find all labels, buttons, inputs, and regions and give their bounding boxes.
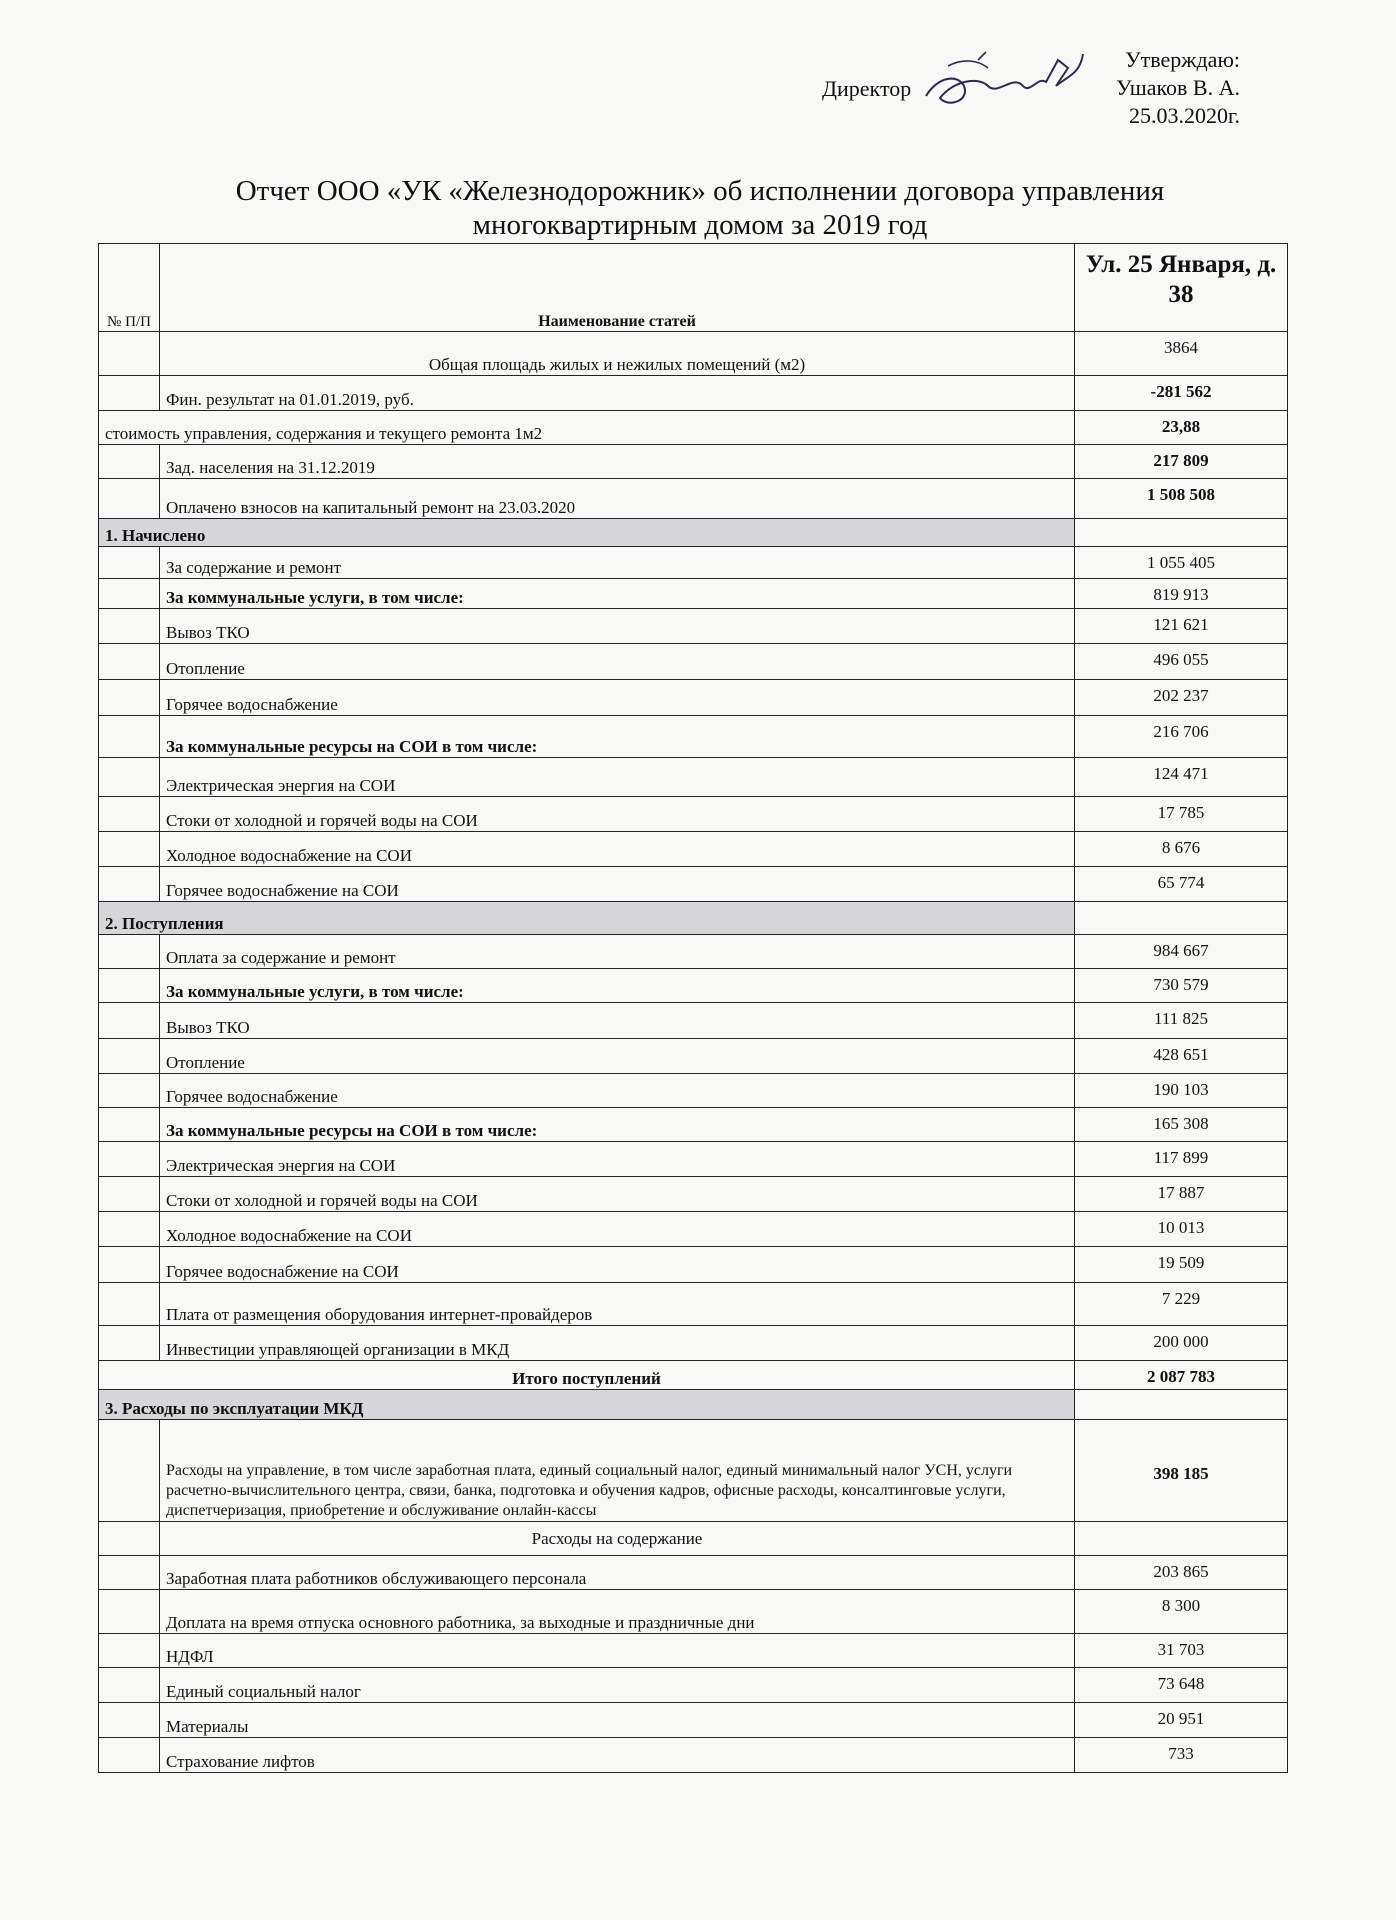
- director-label: Директор: [822, 76, 912, 101]
- row-value: 117 899: [1075, 1142, 1288, 1177]
- row-label: Страхование лифтов: [160, 1738, 1075, 1773]
- row-value: [1075, 1522, 1288, 1556]
- row-label: Стоки от холодной и горячей воды на СОИ: [160, 1177, 1075, 1212]
- row-number-cell: [99, 867, 160, 902]
- table-row: [99, 1361, 1288, 1390]
- table-row: [99, 1326, 1288, 1361]
- row-number-cell: [99, 1590, 160, 1634]
- row-number-cell: [99, 680, 160, 716]
- table-row: [99, 797, 1288, 832]
- approve-date: 25.03.2020г.: [1128, 103, 1240, 128]
- row-label: Общая площадь жилых и нежилых помещений (м2): [160, 332, 1075, 376]
- table-row: [99, 1738, 1288, 1773]
- row-label: Плата от размещения оборудования интернет-провайдеров: [160, 1283, 1075, 1326]
- row-number-cell: [99, 1247, 160, 1283]
- row-label: Расходы на управление, в том числе заработная плата, единый социальный налог, единый минимальный налог УСН, услуги расчетно-вычислительного центра, связи, банка, подготовка и обучения кадров, офисные расходы, консалтинговые услуги, диспетчеризация, приобретение и обслуживание онлайн-кассы: [160, 1420, 1075, 1522]
- table-row: [99, 1420, 1288, 1522]
- row-value: 7 229: [1075, 1283, 1288, 1326]
- table-body: [99, 332, 1288, 1773]
- row-number-cell: [99, 1326, 160, 1361]
- table-row: [99, 609, 1288, 644]
- title-line-2: многоквартирным домом за 2019 год: [472, 209, 928, 241]
- approval-block: [1116, 46, 1240, 130]
- row-number-cell: [99, 547, 160, 579]
- row-label: Холодное водоснабжение на СОИ: [160, 1212, 1075, 1247]
- row-number-cell: [99, 1420, 160, 1522]
- table-row: [99, 832, 1288, 867]
- row-value: 1 508 508: [1075, 479, 1288, 519]
- row-value: -281 562: [1075, 376, 1288, 411]
- row-label: 3. Расходы по эксплуатации МКД: [99, 1390, 1075, 1420]
- row-value: 730 579: [1075, 969, 1288, 1003]
- row-value: 8 676: [1075, 832, 1288, 867]
- row-label: НДФЛ: [160, 1634, 1075, 1668]
- row-number-cell: [99, 1703, 160, 1738]
- row-number-cell: [99, 1039, 160, 1074]
- row-label: За содержание и ремонт: [160, 547, 1075, 579]
- row-value: 65 774: [1075, 867, 1288, 902]
- row-label: За коммунальные услуги, в том числе:: [160, 969, 1075, 1003]
- row-number-cell: [99, 1074, 160, 1108]
- row-value: 17 785: [1075, 797, 1288, 832]
- table-row: [99, 411, 1288, 445]
- row-number-cell: [99, 479, 160, 519]
- row-number-cell: [99, 1142, 160, 1177]
- row-value: 31 703: [1075, 1634, 1288, 1668]
- row-number-cell: [99, 935, 160, 969]
- row-value: 217 809: [1075, 445, 1288, 479]
- page-title: [80, 174, 1320, 242]
- row-label: За коммунальные услуги, в том числе:: [160, 579, 1075, 609]
- row-value: 1 055 405: [1075, 547, 1288, 579]
- row-label: Электрическая энергия на СОИ: [160, 758, 1075, 797]
- row-value: 733: [1075, 1738, 1288, 1773]
- row-label: Фин. результат на 01.01.2019, руб.: [160, 376, 1075, 411]
- table-row: [99, 1634, 1288, 1668]
- row-label: 1. Начислено: [99, 519, 1075, 547]
- row-value: 428 651: [1075, 1039, 1288, 1074]
- row-number-cell: [99, 579, 160, 609]
- row-label: Оплата за содержание и ремонт: [160, 935, 1075, 969]
- table-row: [99, 1212, 1288, 1247]
- table-header-row: [99, 244, 1288, 332]
- table-row: [99, 1074, 1288, 1108]
- signature-icon: [918, 46, 1088, 126]
- row-value: 819 913: [1075, 579, 1288, 609]
- section-row: [99, 1390, 1288, 1420]
- row-number-cell: [99, 376, 160, 411]
- row-label: стоимость управления, содержания и текущего ремонта 1м2: [99, 411, 1075, 445]
- report-table: [98, 243, 1288, 1773]
- row-label: Доплата на время отпуска основного работника, за выходные и праздничные дни: [160, 1590, 1075, 1634]
- table-row: [99, 376, 1288, 411]
- row-label: 2. Поступления: [99, 902, 1075, 935]
- row-value: [1075, 519, 1288, 547]
- table-row: [99, 644, 1288, 680]
- row-number-cell: [99, 1212, 160, 1247]
- section-row: [99, 519, 1288, 547]
- row-number-cell: [99, 1668, 160, 1703]
- row-value: 190 103: [1075, 1074, 1288, 1108]
- column-header-name: Наименование статей: [160, 244, 1075, 332]
- row-label: Горячее водоснабжение на СОИ: [160, 867, 1075, 902]
- row-number-cell: [99, 445, 160, 479]
- row-number-cell: [99, 716, 160, 758]
- row-number-cell: [99, 609, 160, 644]
- row-label: Вывоз ТКО: [160, 1003, 1075, 1039]
- table-row: [99, 1522, 1288, 1556]
- row-value: [1075, 1390, 1288, 1420]
- row-number-cell: [99, 1634, 160, 1668]
- row-label: Зад. населения на 31.12.2019: [160, 445, 1075, 479]
- row-label: Электрическая энергия на СОИ: [160, 1142, 1075, 1177]
- table-row: [99, 1003, 1288, 1039]
- row-value: 984 667: [1075, 935, 1288, 969]
- row-number-cell: [99, 969, 160, 1003]
- row-number-cell: [99, 1738, 160, 1773]
- table-row: [99, 479, 1288, 519]
- table-row: [99, 1668, 1288, 1703]
- row-label: Расходы на содержание: [160, 1522, 1075, 1556]
- table-row: [99, 1703, 1288, 1738]
- table-row: [99, 1142, 1288, 1177]
- row-label: Горячее водоснабжение: [160, 1074, 1075, 1108]
- row-label: Итого поступлений: [99, 1361, 1075, 1390]
- row-value: 3864: [1075, 332, 1288, 376]
- table-row: [99, 547, 1288, 579]
- row-label: Оплачено взносов на капитальный ремонт на 23.03.2020: [160, 479, 1075, 519]
- section-row: [99, 902, 1288, 935]
- row-label: Единый социальный налог: [160, 1668, 1075, 1703]
- table-row: [99, 579, 1288, 609]
- table-row: [99, 1556, 1288, 1590]
- row-value: 200 000: [1075, 1326, 1288, 1361]
- row-number-cell: [99, 332, 160, 376]
- row-label: Отопление: [160, 644, 1075, 680]
- table-row: [99, 1177, 1288, 1212]
- row-value: 202 237: [1075, 680, 1288, 716]
- row-value: 121 621: [1075, 609, 1288, 644]
- row-value: 2 087 783: [1075, 1361, 1288, 1390]
- row-value: 216 706: [1075, 716, 1288, 758]
- table-row: [99, 867, 1288, 902]
- row-value: 20 951: [1075, 1703, 1288, 1738]
- table-row: [99, 1283, 1288, 1326]
- table-row: [99, 969, 1288, 1003]
- row-label: Заработная плата работников обслуживающего персонала: [160, 1556, 1075, 1590]
- row-number-cell: [99, 1108, 160, 1142]
- row-value: 124 471: [1075, 758, 1288, 797]
- row-label: Горячее водоснабжение: [160, 680, 1075, 716]
- row-value: [1075, 902, 1288, 935]
- row-value: 10 013: [1075, 1212, 1288, 1247]
- table-row: [99, 1108, 1288, 1142]
- table-row: [99, 935, 1288, 969]
- row-number-cell: [99, 1177, 160, 1212]
- director-name: Ушаков В. А.: [1116, 75, 1240, 100]
- table-row: [99, 680, 1288, 716]
- row-value: 165 308: [1075, 1108, 1288, 1142]
- row-value: 8 300: [1075, 1590, 1288, 1634]
- row-value: 19 509: [1075, 1247, 1288, 1283]
- table-row: [99, 1039, 1288, 1074]
- table-row: [99, 445, 1288, 479]
- row-label: Отопление: [160, 1039, 1075, 1074]
- row-value: 398 185: [1075, 1420, 1288, 1522]
- title-line-1: Отчет ООО «УК «Железнодорожник» об исполнении договора управления: [235, 175, 1165, 207]
- table-row: [99, 1590, 1288, 1634]
- row-label: Горячее водоснабжение на СОИ: [160, 1247, 1075, 1283]
- row-value: 23,88: [1075, 411, 1288, 445]
- table-row: [99, 1247, 1288, 1283]
- row-label: Вывоз ТКО: [160, 609, 1075, 644]
- row-value: 111 825: [1075, 1003, 1288, 1039]
- table-row: [99, 758, 1288, 797]
- row-label: Стоки от холодной и горячей воды на СОИ: [160, 797, 1075, 832]
- row-number-cell: [99, 1283, 160, 1326]
- row-number-cell: [99, 797, 160, 832]
- row-number-cell: [99, 1522, 160, 1556]
- row-number-cell: [99, 758, 160, 797]
- row-value: 496 055: [1075, 644, 1288, 680]
- row-value: 17 887: [1075, 1177, 1288, 1212]
- column-header-num: № П/П: [99, 244, 160, 332]
- table-row: [99, 716, 1288, 758]
- row-number-cell: [99, 1003, 160, 1039]
- row-label: За коммунальные ресурсы на СОИ в том числе:: [160, 1108, 1075, 1142]
- row-label: Материалы: [160, 1703, 1075, 1738]
- row-number-cell: [99, 1556, 160, 1590]
- row-value: 203 865: [1075, 1556, 1288, 1590]
- approve-label: Утверждаю:: [1125, 47, 1240, 72]
- row-number-cell: [99, 832, 160, 867]
- column-header-address: Ул. 25 Января, д. 38: [1075, 244, 1288, 332]
- row-label: Инвестиции управляющей организации в МКД: [160, 1326, 1075, 1361]
- table-row: [99, 332, 1288, 376]
- row-label: За коммунальные ресурсы на СОИ в том числе:: [160, 716, 1075, 758]
- row-value: 73 648: [1075, 1668, 1288, 1703]
- row-number-cell: [99, 644, 160, 680]
- row-label: Холодное водоснабжение на СОИ: [160, 832, 1075, 867]
